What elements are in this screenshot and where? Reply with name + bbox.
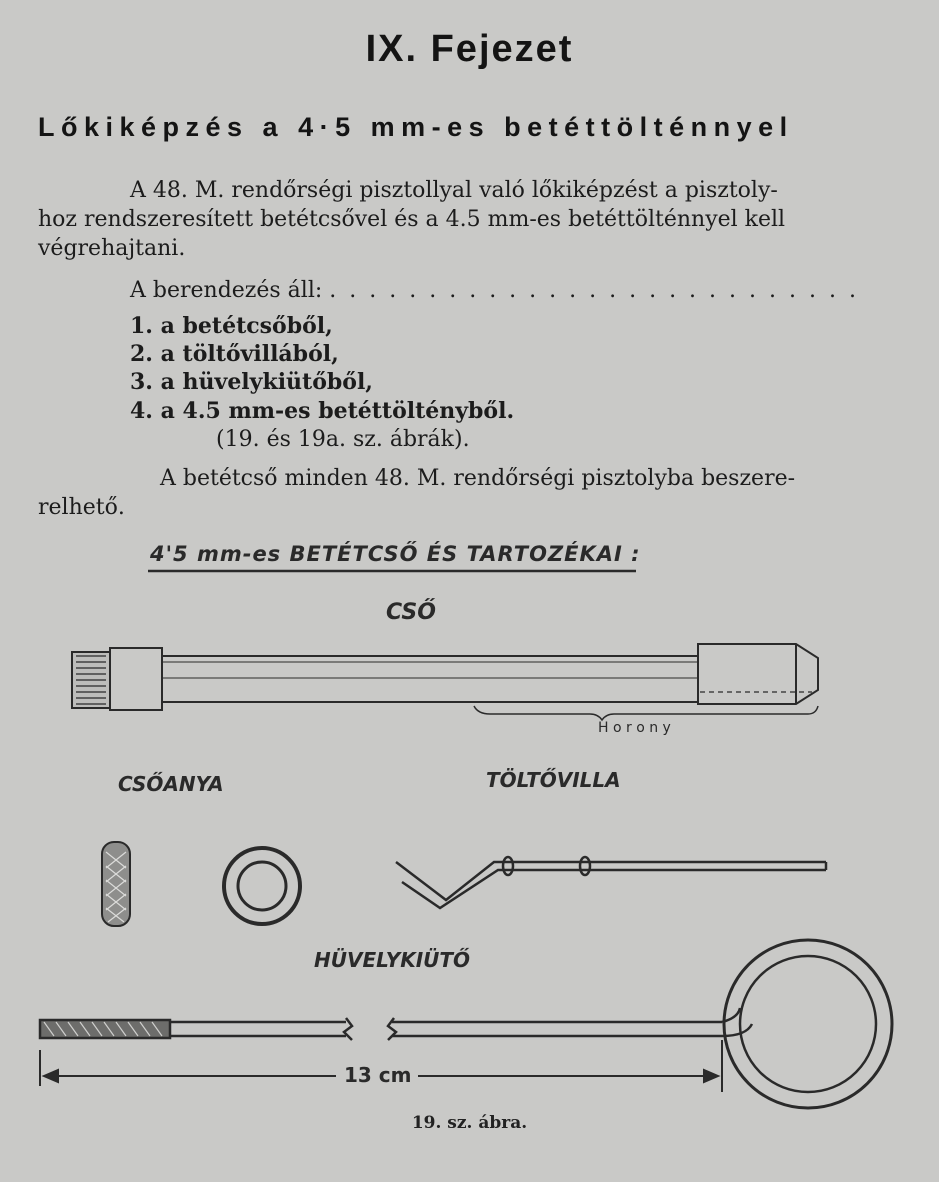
list-item: 2. a töltővillából, — [130, 341, 339, 367]
list-item: 1. a betétcsőből, — [130, 313, 333, 339]
intro-line-2: hoz rendszeresített betétcsővel és a 4.5 mm-es betéttölténnyel kell — [38, 207, 786, 232]
figure-heading: 4'5 mm-es BETÉTCSŐ ÉS TARTOZÉKAI : — [150, 542, 641, 566]
equipment-leader-dots: . . . . . . . . . . . . . . . . . . . . . . . . . . . — [329, 278, 859, 303]
label-barrel: CSŐ — [386, 600, 436, 625]
label-groove: H o r o n y — [598, 720, 671, 736]
intro-line-1: A 48. M. rendőrségi pisztollyal való lőkiképzést a pisztoly- — [130, 178, 778, 203]
closing-line-1: A betétcső minden 48. M. rendőrségi pisztolyba beszere- — [160, 466, 796, 491]
loading-fork-drawing — [396, 857, 826, 908]
closing-line-2: relhető. — [38, 495, 125, 520]
chapter-title: IX. Fejezet — [365, 28, 574, 70]
label-barrel-nut: CSŐANYA — [118, 772, 224, 796]
intro-line-3: végrehajtani. — [38, 236, 186, 261]
list-item: 3. a hüvelykiütőből, — [130, 369, 373, 395]
figure-reference: (19. és 19a. sz. ábrák). — [216, 427, 470, 452]
section-subtitle: Lőkiképzés a 4·5 mm-es betéttölténnyel — [38, 112, 794, 142]
barrel-drawing — [72, 644, 818, 720]
label-case-ejector: HÜVELYKIÜTŐ — [314, 948, 471, 972]
equipment-intro: A berendezés áll: — [130, 278, 323, 303]
list-item: 4. a 4.5 mm-es betéttöltényből. — [130, 398, 515, 424]
barrel-nut-drawing — [102, 842, 300, 926]
figure-caption: 19. sz. ábra. — [411, 1113, 528, 1133]
label-length: 13 cm — [344, 1063, 412, 1087]
label-loading-fork: TÖLTŐVILLA — [486, 768, 621, 792]
